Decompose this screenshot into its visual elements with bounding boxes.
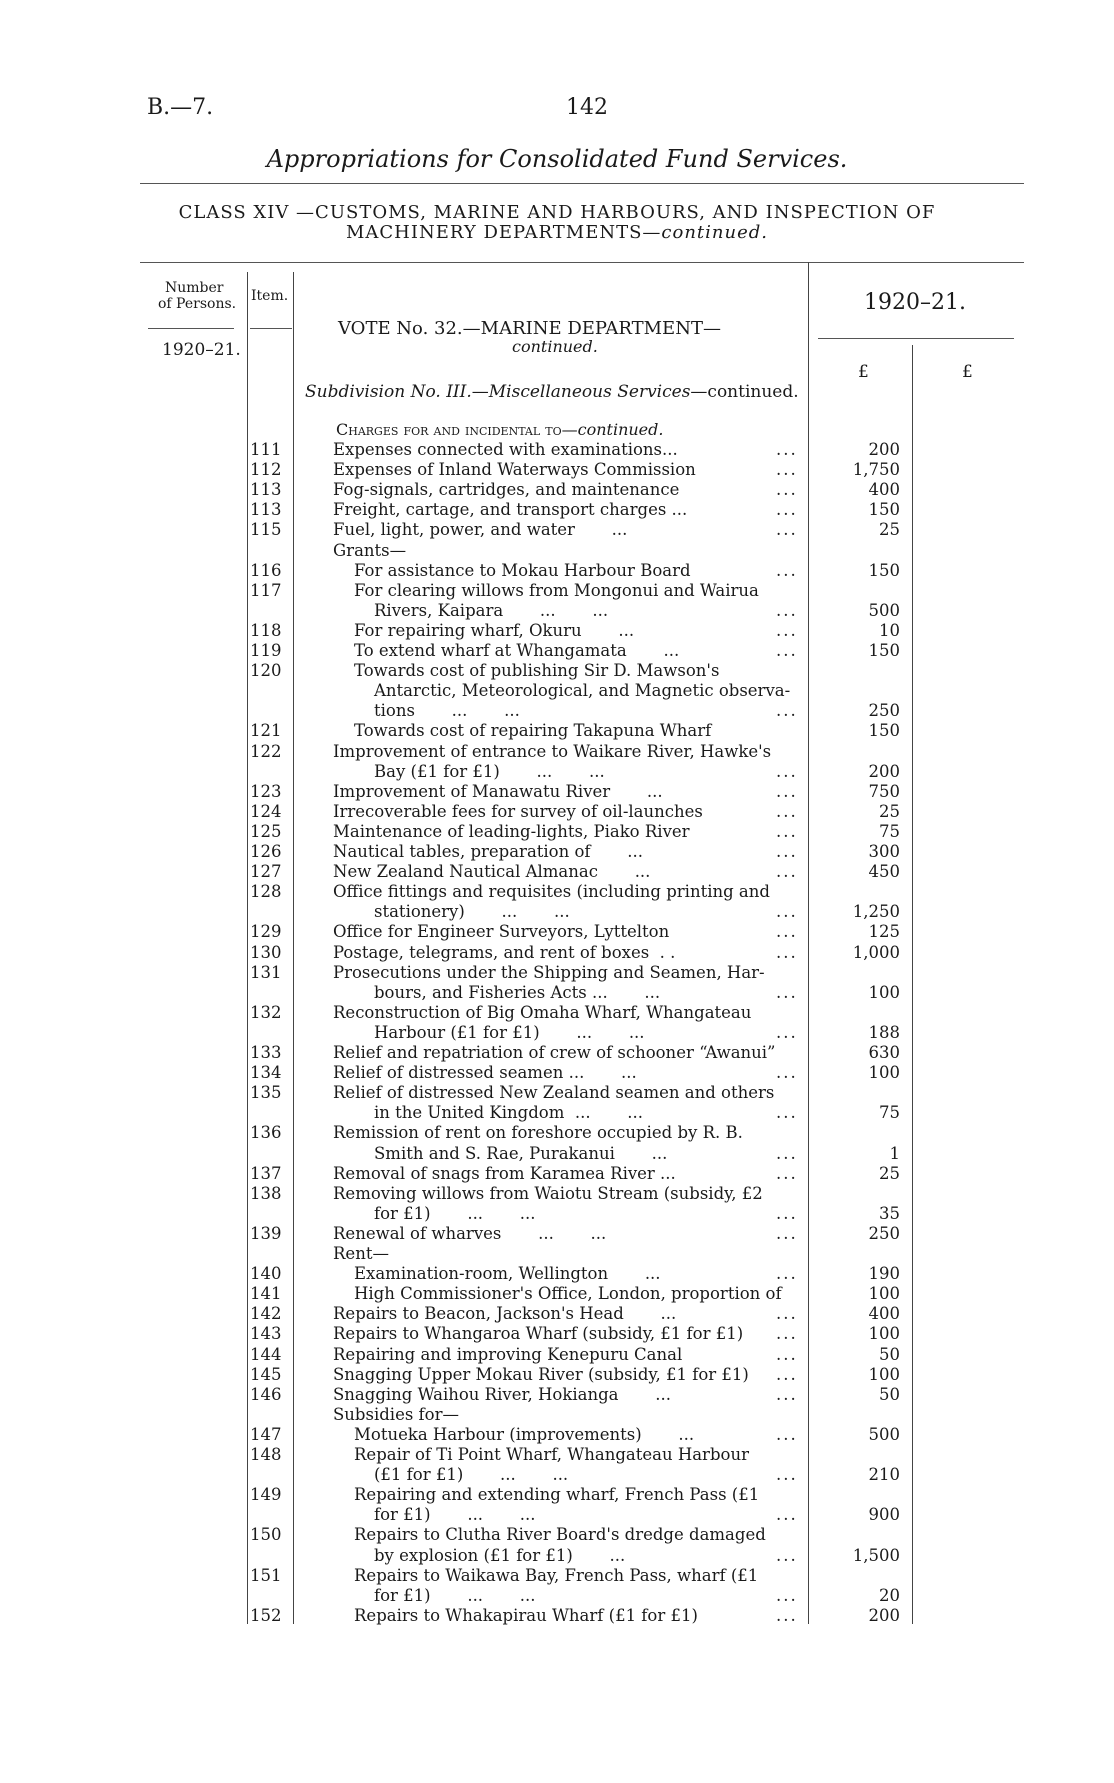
page-number: 142	[566, 95, 608, 120]
item-amount: 500	[868, 1424, 900, 1444]
item-description: For assistance to Mokau Harbour Board	[354, 560, 691, 580]
class-heading-continued: continued.	[661, 222, 769, 243]
item-description: Examination-room, Wellington ...	[354, 1264, 661, 1284]
item-number: 117	[250, 580, 282, 600]
item-description: Irrecoverable fees for survey of oil-launches	[333, 801, 703, 821]
leader-dots: ...	[776, 480, 798, 500]
divider	[250, 328, 292, 329]
item-description: Repair of Ti Point Wharf, Whangateau Harbour	[354, 1445, 749, 1464]
leader-dots: ...	[776, 1545, 798, 1565]
item-amount: 100	[868, 982, 900, 1002]
item-description: Towards cost of publishing Sir D. Mawson's	[354, 661, 720, 681]
class-heading-main: MACHINERY DEPARTMENTS—	[345, 222, 662, 243]
item-number: 140	[250, 1264, 282, 1284]
item-amount: 250	[868, 1223, 900, 1243]
leader-dots: ...	[776, 641, 798, 660]
item-number: 146	[250, 1384, 282, 1404]
item-amount: 200	[868, 440, 900, 459]
item-number: 143	[250, 1324, 282, 1344]
leader-dots: ...	[776, 1022, 798, 1042]
class-heading-line-2	[0, 222, 1114, 243]
item-description: stationery) ... ...	[374, 902, 570, 922]
item-number: 147	[250, 1424, 282, 1444]
item-description: Repairs to Waikawa Bay, French Pass, wharf (£1	[354, 1565, 759, 1585]
item-number: 152	[250, 1605, 282, 1625]
item-number: 138	[250, 1183, 282, 1203]
leader-dots: ...	[776, 1143, 798, 1163]
leader-dots: ...	[776, 1585, 798, 1605]
item-description: Snagging Upper Mokau River (subsidy, £1 for £1)	[333, 1364, 749, 1384]
leader-dots: ...	[776, 1364, 798, 1384]
class-heading-line-1: CLASS XIV —CUSTOMS, MARINE AND HARBOURS, AND INSPECTION OF	[178, 202, 936, 223]
item-description: Expenses connected with examinations...	[333, 440, 678, 459]
item-description: Harbour (£1 for £1) ... ...	[374, 1022, 645, 1042]
item-number: 119	[250, 641, 282, 660]
item-description: To extend wharf at Whangamata ...	[354, 641, 680, 660]
subdivision-heading	[305, 382, 799, 402]
leader-dots: ...	[776, 1163, 798, 1183]
item-amount: 100	[868, 1063, 900, 1083]
number-of-persons-header-1: Number	[165, 280, 224, 296]
item-number: 128	[250, 882, 282, 902]
item-description: Prosecutions under the Shipping and Seamen, Har-	[333, 962, 765, 982]
item-description: Rent—	[333, 1244, 389, 1263]
item-description: Relief and repatriation of crew of schooner “Awanui”	[333, 1043, 776, 1062]
item-description: Freight, cartage, and transport charges ...	[333, 500, 688, 520]
item-description: Reconstruction of Big Omaha Wharf, Whangateau	[333, 1002, 752, 1022]
item-description: Expenses of Inland Waterways Commission	[333, 460, 696, 480]
item-number: 113	[250, 500, 282, 520]
item-number: 124	[250, 801, 282, 821]
leader-dots: ...	[776, 922, 798, 942]
column-rule	[808, 262, 809, 1624]
item-description: by explosion (£1 for £1) ...	[374, 1545, 626, 1565]
leader-dots: ...	[776, 982, 798, 1002]
item-description: (£1 for £1) ... ...	[374, 1465, 569, 1485]
leader-dots: ...	[776, 801, 798, 821]
leader-dots: ...	[776, 1304, 798, 1324]
leader-dots: ...	[776, 520, 798, 540]
leader-dots: ...	[776, 761, 798, 781]
item-amount: 25	[879, 801, 900, 821]
item-amount: 250	[868, 701, 900, 721]
item-number: 113	[250, 480, 282, 500]
divider	[140, 262, 1024, 263]
item-description: Repairs to Whakapirau Wharf (£1 for £1)	[354, 1605, 698, 1625]
item-amount: 200	[868, 1605, 900, 1625]
vote-title-continued: continued.	[512, 337, 598, 356]
leader-dots: ...	[776, 1264, 798, 1284]
item-number: 111	[250, 440, 282, 459]
item-amount: 1,000	[852, 942, 900, 962]
item-amount: 75	[879, 1103, 900, 1123]
item-description: Nautical tables, preparation of ...	[333, 842, 643, 861]
item-amount: 1,250	[852, 902, 900, 922]
item-description: Subsidies for—	[333, 1404, 459, 1424]
item-amount: 400	[868, 480, 900, 500]
item-description: in the United Kingdom ... ...	[374, 1103, 644, 1123]
leader-dots: ...	[776, 942, 798, 962]
item-amount: 450	[868, 862, 900, 882]
document-reference: B.—7.	[147, 95, 214, 120]
item-amount: 1	[889, 1143, 900, 1163]
persons-year-header: 1920–21.	[162, 340, 241, 360]
item-description: Office for Engineer Surveyors, Lyttelton	[333, 922, 670, 942]
item-number: 130	[250, 942, 282, 962]
leader-dots: ...	[776, 821, 798, 841]
leader-dots: ...	[776, 1223, 798, 1243]
leader-dots: ...	[776, 1324, 798, 1344]
item-amount: 20	[879, 1585, 900, 1605]
leader-dots: ...	[776, 460, 798, 480]
charges-title: Charges for and incidental to—	[336, 420, 578, 439]
item-description: Motueka Harbour (improvements) ...	[354, 1424, 695, 1444]
item-amount: 75	[879, 821, 900, 841]
number-of-persons-header-2: of Persons.	[158, 296, 237, 312]
vote-title: VOTE No. 32.—MARINE DEPARTMENT—	[338, 318, 721, 339]
column-rule	[912, 345, 913, 1624]
item-amount: 50	[879, 1344, 900, 1364]
item-amount: 900	[868, 1505, 900, 1525]
item-amount: 100	[868, 1364, 900, 1384]
item-amount: 25	[879, 520, 900, 540]
item-description: Towards cost of repairing Takapuna Wharf	[354, 721, 712, 741]
divider	[140, 183, 1024, 184]
leader-dots: ...	[776, 1063, 798, 1083]
item-number: 136	[250, 1123, 282, 1143]
item-description: Maintenance of leading-lights, Piako River	[333, 821, 690, 841]
item-amount: 150	[868, 560, 900, 580]
item-amount: 50	[879, 1384, 900, 1404]
leader-dots: ...	[776, 1505, 798, 1525]
item-amount: 125	[868, 922, 900, 942]
item-description: Rivers, Kaipara ... ...	[374, 600, 609, 620]
item-number: 123	[250, 781, 282, 801]
item-number: 148	[250, 1445, 282, 1464]
item-number: 127	[250, 862, 282, 882]
leader-dots: ...	[776, 842, 798, 861]
item-amount: 35	[879, 1203, 900, 1223]
column-rule	[247, 272, 248, 1624]
item-description: Repairs to Clutha River Board's dredge damaged	[354, 1525, 766, 1545]
leader-dots: ...	[776, 701, 798, 721]
item-number: 144	[250, 1344, 282, 1364]
item-description: Removing willows from Waiotu Stream (subsidy, £2	[333, 1183, 763, 1203]
item-number: 122	[250, 741, 282, 761]
item-description: for £1) ... ...	[374, 1505, 536, 1525]
item-description: Smith and S. Rae, Purakanui ...	[374, 1143, 668, 1163]
pound-column-1: £	[858, 362, 869, 382]
column-rule	[293, 272, 294, 1624]
item-description: Fog-signals, cartridges, and maintenance	[333, 480, 680, 500]
subdivision-title: Subdivision No. III.—Miscellaneous Services—	[305, 382, 708, 402]
item-amount: 1,750	[852, 460, 900, 480]
item-number: 134	[250, 1063, 282, 1083]
item-number: 121	[250, 721, 282, 741]
item-amount: 400	[868, 1304, 900, 1324]
leader-dots: ...	[776, 500, 798, 520]
item-description: for £1) ... ...	[374, 1203, 536, 1223]
item-number: 125	[250, 821, 282, 841]
item-description: Relief of distressed New Zealand seamen and others	[333, 1083, 775, 1103]
leader-dots: ...	[776, 1605, 798, 1625]
leader-dots: ...	[776, 1384, 798, 1404]
item-description: Repairs to Beacon, Jackson's Head ...	[333, 1304, 677, 1324]
item-number: 145	[250, 1364, 282, 1384]
item-amount: 188	[868, 1022, 900, 1042]
charges-continued: continued.	[577, 420, 664, 439]
leader-dots: ...	[776, 1344, 798, 1364]
item-number: 120	[250, 661, 282, 681]
item-amount: 200	[868, 761, 900, 781]
item-description: Postage, telegrams, and rent of boxes . .	[333, 942, 676, 962]
item-number: 142	[250, 1304, 282, 1324]
item-amount: 210	[868, 1465, 900, 1485]
item-number: 131	[250, 962, 282, 982]
item-number: 149	[250, 1485, 282, 1505]
item-amount: 300	[868, 842, 900, 861]
item-description: Antarctic, Meteorological, and Magnetic observa-	[374, 681, 791, 701]
item-description: Improvement of Manawatu River ...	[333, 781, 663, 801]
divider	[148, 328, 234, 329]
appropriation-year-header: 1920–21.	[864, 290, 966, 315]
item-amount: 100	[868, 1284, 900, 1304]
leader-dots: ...	[776, 600, 798, 620]
item-amount: 100	[868, 1324, 900, 1344]
charges-heading	[336, 420, 663, 439]
item-number: 141	[250, 1284, 282, 1304]
item-description: New Zealand Nautical Almanac ...	[333, 862, 651, 882]
leader-dots: ...	[776, 781, 798, 801]
item-number: 132	[250, 1002, 282, 1022]
page-title: Appropriations for Consolidated Fund Services.	[266, 145, 848, 173]
item-number: 115	[250, 520, 282, 540]
item-number: 129	[250, 922, 282, 942]
leader-dots: ...	[776, 902, 798, 922]
item-description: Improvement of entrance to Waikare River, Hawke's	[333, 741, 772, 761]
item-amount: 630	[868, 1043, 900, 1062]
item-description: tions ... ...	[374, 701, 520, 721]
item-amount: 25	[879, 1163, 900, 1183]
item-description: For repairing wharf, Okuru ...	[354, 620, 635, 640]
item-description: Renewal of wharves ... ...	[333, 1223, 607, 1243]
item-description: Fuel, light, power, and water ...	[333, 520, 628, 540]
item-amount: 150	[868, 641, 900, 660]
leader-dots: ...	[776, 560, 798, 580]
item-number: 116	[250, 560, 282, 580]
item-number: 135	[250, 1083, 282, 1103]
leader-dots: ...	[776, 1203, 798, 1223]
item-number: 151	[250, 1565, 282, 1585]
leader-dots: ...	[776, 620, 798, 640]
leader-dots: ...	[776, 1424, 798, 1444]
leader-dots: ...	[776, 440, 798, 459]
item-description: Remission of rent on foreshore occupied by R. B.	[333, 1123, 743, 1143]
item-amount: 1,500	[852, 1545, 900, 1565]
item-number: 139	[250, 1223, 282, 1243]
leader-dots: ...	[776, 1465, 798, 1485]
pound-column-2: £	[962, 362, 973, 382]
item-description: Grants—	[333, 540, 407, 560]
item-number: 126	[250, 842, 282, 861]
item-description: Snagging Waihou River, Hokianga ...	[333, 1384, 671, 1404]
item-header: Item.	[251, 288, 289, 304]
item-description: Repairing and improving Kenepuru Canal	[333, 1344, 683, 1364]
item-number: 133	[250, 1043, 282, 1062]
item-description: bours, and Fisheries Acts ... ...	[374, 982, 661, 1002]
leader-dots: ...	[776, 1103, 798, 1123]
item-number: 118	[250, 620, 282, 640]
subdivision-continued: continued.	[707, 382, 799, 402]
item-number: 112	[250, 460, 282, 480]
item-amount: 10	[879, 620, 900, 640]
item-description: Repairing and extending wharf, French Pass (£1	[354, 1485, 760, 1505]
item-number: 137	[250, 1163, 282, 1183]
leader-dots: ...	[776, 862, 798, 882]
item-number: 150	[250, 1525, 282, 1545]
item-amount: 190	[868, 1264, 900, 1284]
item-amount: 150	[868, 500, 900, 520]
item-description: Relief of distressed seamen ... ...	[333, 1063, 637, 1083]
item-description: Bay (£1 for £1) ... ...	[374, 761, 605, 781]
item-description: for £1) ... ...	[374, 1585, 536, 1605]
item-description: Office fittings and requisites (including printing and	[333, 882, 770, 902]
item-amount: 150	[868, 721, 900, 741]
item-description: High Commissioner's Office, London, proportion of	[354, 1284, 782, 1304]
item-amount: 500	[868, 600, 900, 620]
item-description: Repairs to Whangaroa Wharf (subsidy, £1 for £1)	[333, 1324, 744, 1344]
divider	[818, 338, 1014, 339]
item-description: For clearing willows from Mongonui and Wairua	[354, 580, 759, 600]
item-amount: 750	[868, 781, 900, 801]
item-description: Removal of snags from Karamea River ...	[333, 1163, 676, 1183]
